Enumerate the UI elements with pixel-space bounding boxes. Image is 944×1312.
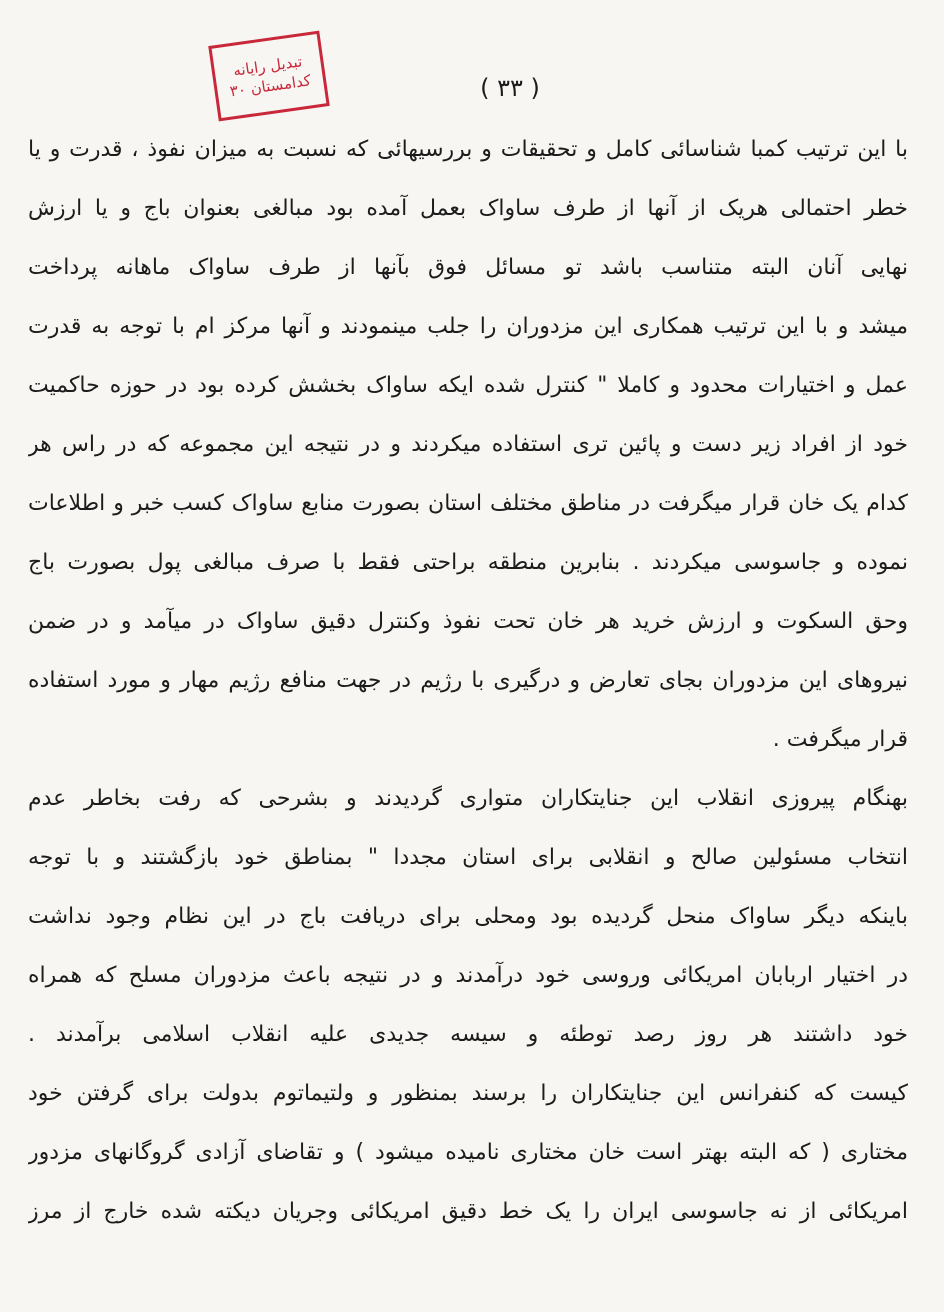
text-line: عمل و اختیارات محدود و کاملا " کنترل شده ایکه ساواک بخشش کرده بود در حوزه حاکمیت (28, 373, 908, 398)
text-line: خود داشتند هر روز رصد توطئه و سیسه جدیدی علیه انقلاب اسلامی برآمدند . (28, 1022, 908, 1047)
archive-stamp (208, 31, 329, 122)
text-line: مختاری ( که البته بهتر است خان مختاری نامیده میشود ) و تقاضای آزادی گروگانهای مزدور (28, 1140, 908, 1165)
text-line: امریکائی از نه جاسوسی ایران را یک خط دقیق امریکائی وجریان دیکته شده خارج از مرز (28, 1199, 908, 1224)
text-line: بهنگام پیروزی انقلاب این جنایتکاران متواری گردیدند و بشرحی که رفت بخاطر عدم (28, 786, 908, 811)
text-line: نهایی آنان البته متناسب باشد تو مسائل فوق بآنها از طرف ساواک ماهانه پرداخت (28, 255, 908, 280)
text-line: باینکه دیگر ساواک منحل گردیده بود ومحلی برای دریافت باج در این نظام وجود نداشت (28, 904, 908, 929)
document-body (28, 120, 908, 1241)
text-line: با این ترتیب کمبا شناسائی کامل و تحقیقات و بررسیهائی که نسبت به میزان نفوذ ، قدرت و یا (28, 137, 908, 162)
text-line: انتخاب مسئولین صالح و انقلابی برای استان مجددا " بمناطق خود بازگشتند و با توجه (28, 845, 908, 870)
text-line: خطر احتمالی هریک از آنها از طرف ساواک بعمل آمده بود مبالغی بعنوان باج و یا ارزش (28, 196, 908, 221)
text-line: کدام یک خان قرار میگرفت در مناطق مختلف استان بصورت منابع ساواک کسب خبر و اطلاعات (28, 491, 908, 516)
page-number: ( ۳۳ ) (480, 74, 540, 102)
text-line: در اختیار اربابان امریکائی وروسی خود درآمدند و در نتیجه باعث مزدوران مسلح که همراه (28, 963, 908, 988)
text-line: نیروهای این مزدوران بجای تعارض و درگیری با رژیم در جهت منافع رژیم مهار و مورد استفاده (28, 668, 908, 693)
text-line: کیست که کنفرانس این جنایتکاران را برسند بمنظور و ولتیماتوم بدولت برای گرفتن خود (28, 1081, 908, 1106)
stamp-line-2: کدامستان ۳۰ (228, 71, 313, 101)
stamp-line-1: تبدیل رایانه (232, 52, 304, 80)
text-line: وحق السکوت و ارزش خرید هر خان تحت نفوذ وکنترل دقیق ساواک در میآمد و در ضمن (28, 609, 908, 634)
text-line: خود از افراد زیر دست و پائین تری استفاده میکردند و در نتیجه این مجموعه که در راس هر (28, 432, 908, 457)
text-line: نموده و جاسوسی میکردند . بنابرین منطقه براحتی فقط با صرف مبالغی پول بصورت باج (28, 550, 908, 575)
text-line: میشد و با این ترتیب همکاری این مزدوران را جلب مینمودند و آنها مرکز ام با توجه به قدرت (28, 314, 908, 339)
text-line: قرار میگرفت . (772, 727, 908, 752)
